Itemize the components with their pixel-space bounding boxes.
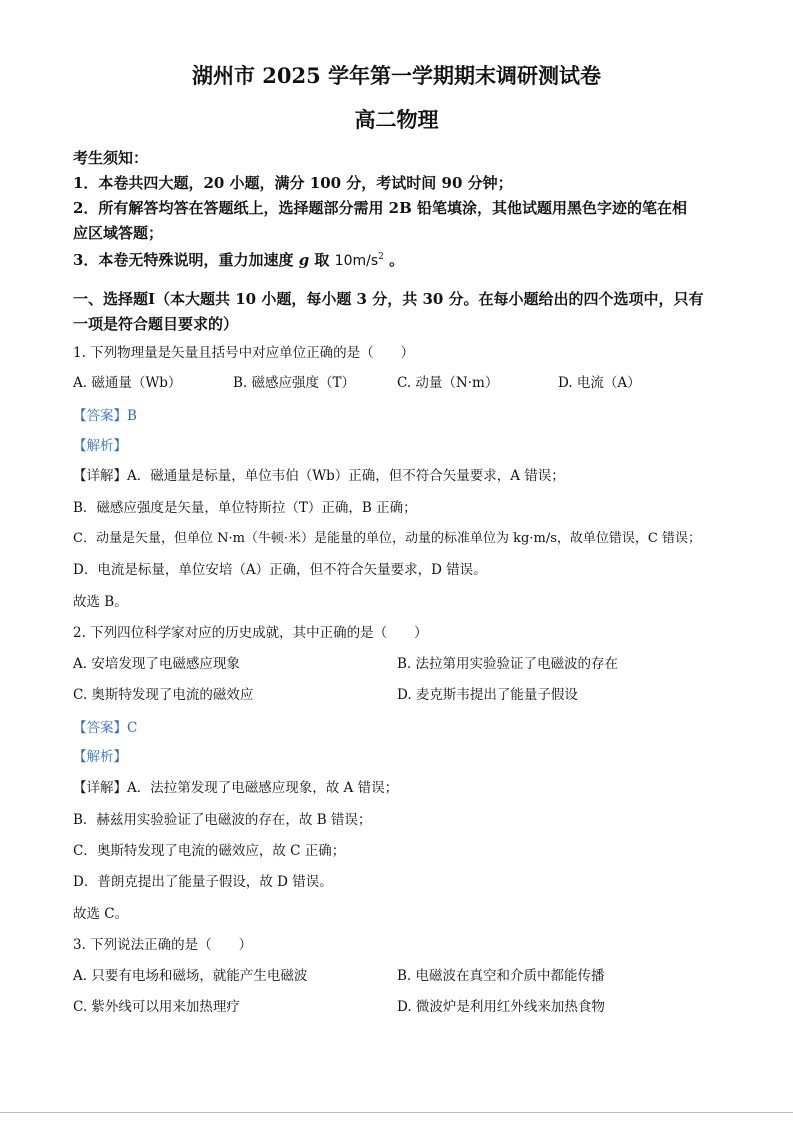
q2-detail-b: B．赫兹用实验验证了电磁波的存在，故 B 错误； (73, 812, 372, 828)
exam-subtitle: 高二物理 (354, 107, 439, 132)
q1-detail-a: 【详解】A．磁通量是标量，单位韦伯（Wb）正确，但不符合矢量要求，A 错误； (73, 468, 565, 484)
q2-option-a: A. 安培发现了电磁感应现象 (73, 656, 240, 672)
notice-item-2-cont: 应区域答题； (73, 224, 164, 242)
q3-option-b: B. 电磁波在真空和介质中都能传播 (397, 968, 605, 984)
q2-analysis-label: 【解析】 (73, 749, 127, 765)
notice-item-2: 2．所有解答均答在答题纸上，选择题部分需用 2B 铅笔填涂，其他试题用黑色字迹的笔在相 (73, 199, 688, 217)
q1-option-d: D. 电流（A） (558, 375, 641, 391)
notice-item-3-mid: 取 (314, 251, 330, 269)
q2-option-b: B. 法拉第用实验验证了电磁波的存在 (397, 656, 619, 672)
q2-stem: 2. 下列四位科学家对应的历史成就，其中正确的是（ ） (73, 625, 428, 641)
section-heading-line2: 一项是符合题目要求的） (73, 315, 239, 333)
notice-item-3-prefix: 3．本卷无特殊说明，重力加速度 (73, 251, 294, 269)
q3-option-c: C. 紫外线可以用来加热理疗 (73, 999, 240, 1015)
section-heading-line1: 一、选择题Ⅰ（本大题共 10 小题，每小题 3 分，共 30 分。在每小题给出的四个选项中，只有 (73, 290, 704, 308)
q2-answer: 【答案】C (73, 720, 138, 736)
q2-detail-d: D．普朗克提出了能量子假设，故 D 错误。 (73, 874, 333, 890)
q2-option-c: C. 奥斯特发现了电流的磁效应 (73, 687, 254, 703)
q2-detail-a: 【详解】A．法拉第发现了电磁感应现象，故 A 错误； (73, 780, 399, 796)
notice-heading: 考生须知： (73, 149, 149, 167)
q1-answer: 【答案】B (73, 408, 137, 424)
notice-item-3 (73, 249, 404, 270)
page-bottom-divider (0, 1112, 793, 1113)
gravity-value: 10m/s (334, 253, 379, 269)
q3-option-a: A. 只要有电场和磁场，就能产生电磁波 (73, 968, 308, 984)
q3-stem: 3. 下列说法正确的是（ ） (73, 937, 253, 953)
q2-conclusion: 故选 C。 (73, 906, 129, 922)
q1-detail-c: C．动量是矢量，但单位 N·m（牛顿·米）是能量的单位，动量的标准单位为 kg·m/s，故单位错误，C 错误； (73, 531, 701, 546)
q1-stem: 1. 下列物理量是矢量且括号中对应单位正确的是（ ） (73, 345, 415, 361)
q1-analysis-label: 【解析】 (73, 438, 127, 454)
q1-option-a: A. 磁通量（Wb） (73, 375, 182, 391)
notice-item-1: 1．本卷共四大题，20 小题，满分 100 分，考试时间 90 分钟； (73, 174, 513, 192)
q1-conclusion: 故选 B。 (73, 594, 128, 610)
q2-option-d: D. 麦克斯韦提出了能量子假设 (397, 687, 578, 703)
q1-option-b: B. 磁感应强度（T） (233, 375, 356, 391)
exam-title: 湖州市 2025 学年第一学期期末调研测试卷 (191, 63, 602, 88)
q1-detail-d: D．电流是标量，单位安培（A）正确，但不符合矢量要求，D 错误。 (73, 562, 487, 578)
q1-detail-b: B．磁感应强度是矢量，单位特斯拉（T）正确，B 正确； (73, 500, 417, 516)
gravity-symbol: g (298, 251, 310, 269)
gravity-exponent: 2 (378, 252, 384, 262)
q1-option-c: C. 动量（N·m） (397, 375, 499, 391)
notice-item-3-suffix: 。 (389, 251, 405, 269)
q2-detail-c: C．奥斯特发现了电流的磁效应，故 C 正确； (73, 843, 346, 859)
q3-option-d: D. 微波炉是利用红外线来加热食物 (397, 999, 605, 1015)
